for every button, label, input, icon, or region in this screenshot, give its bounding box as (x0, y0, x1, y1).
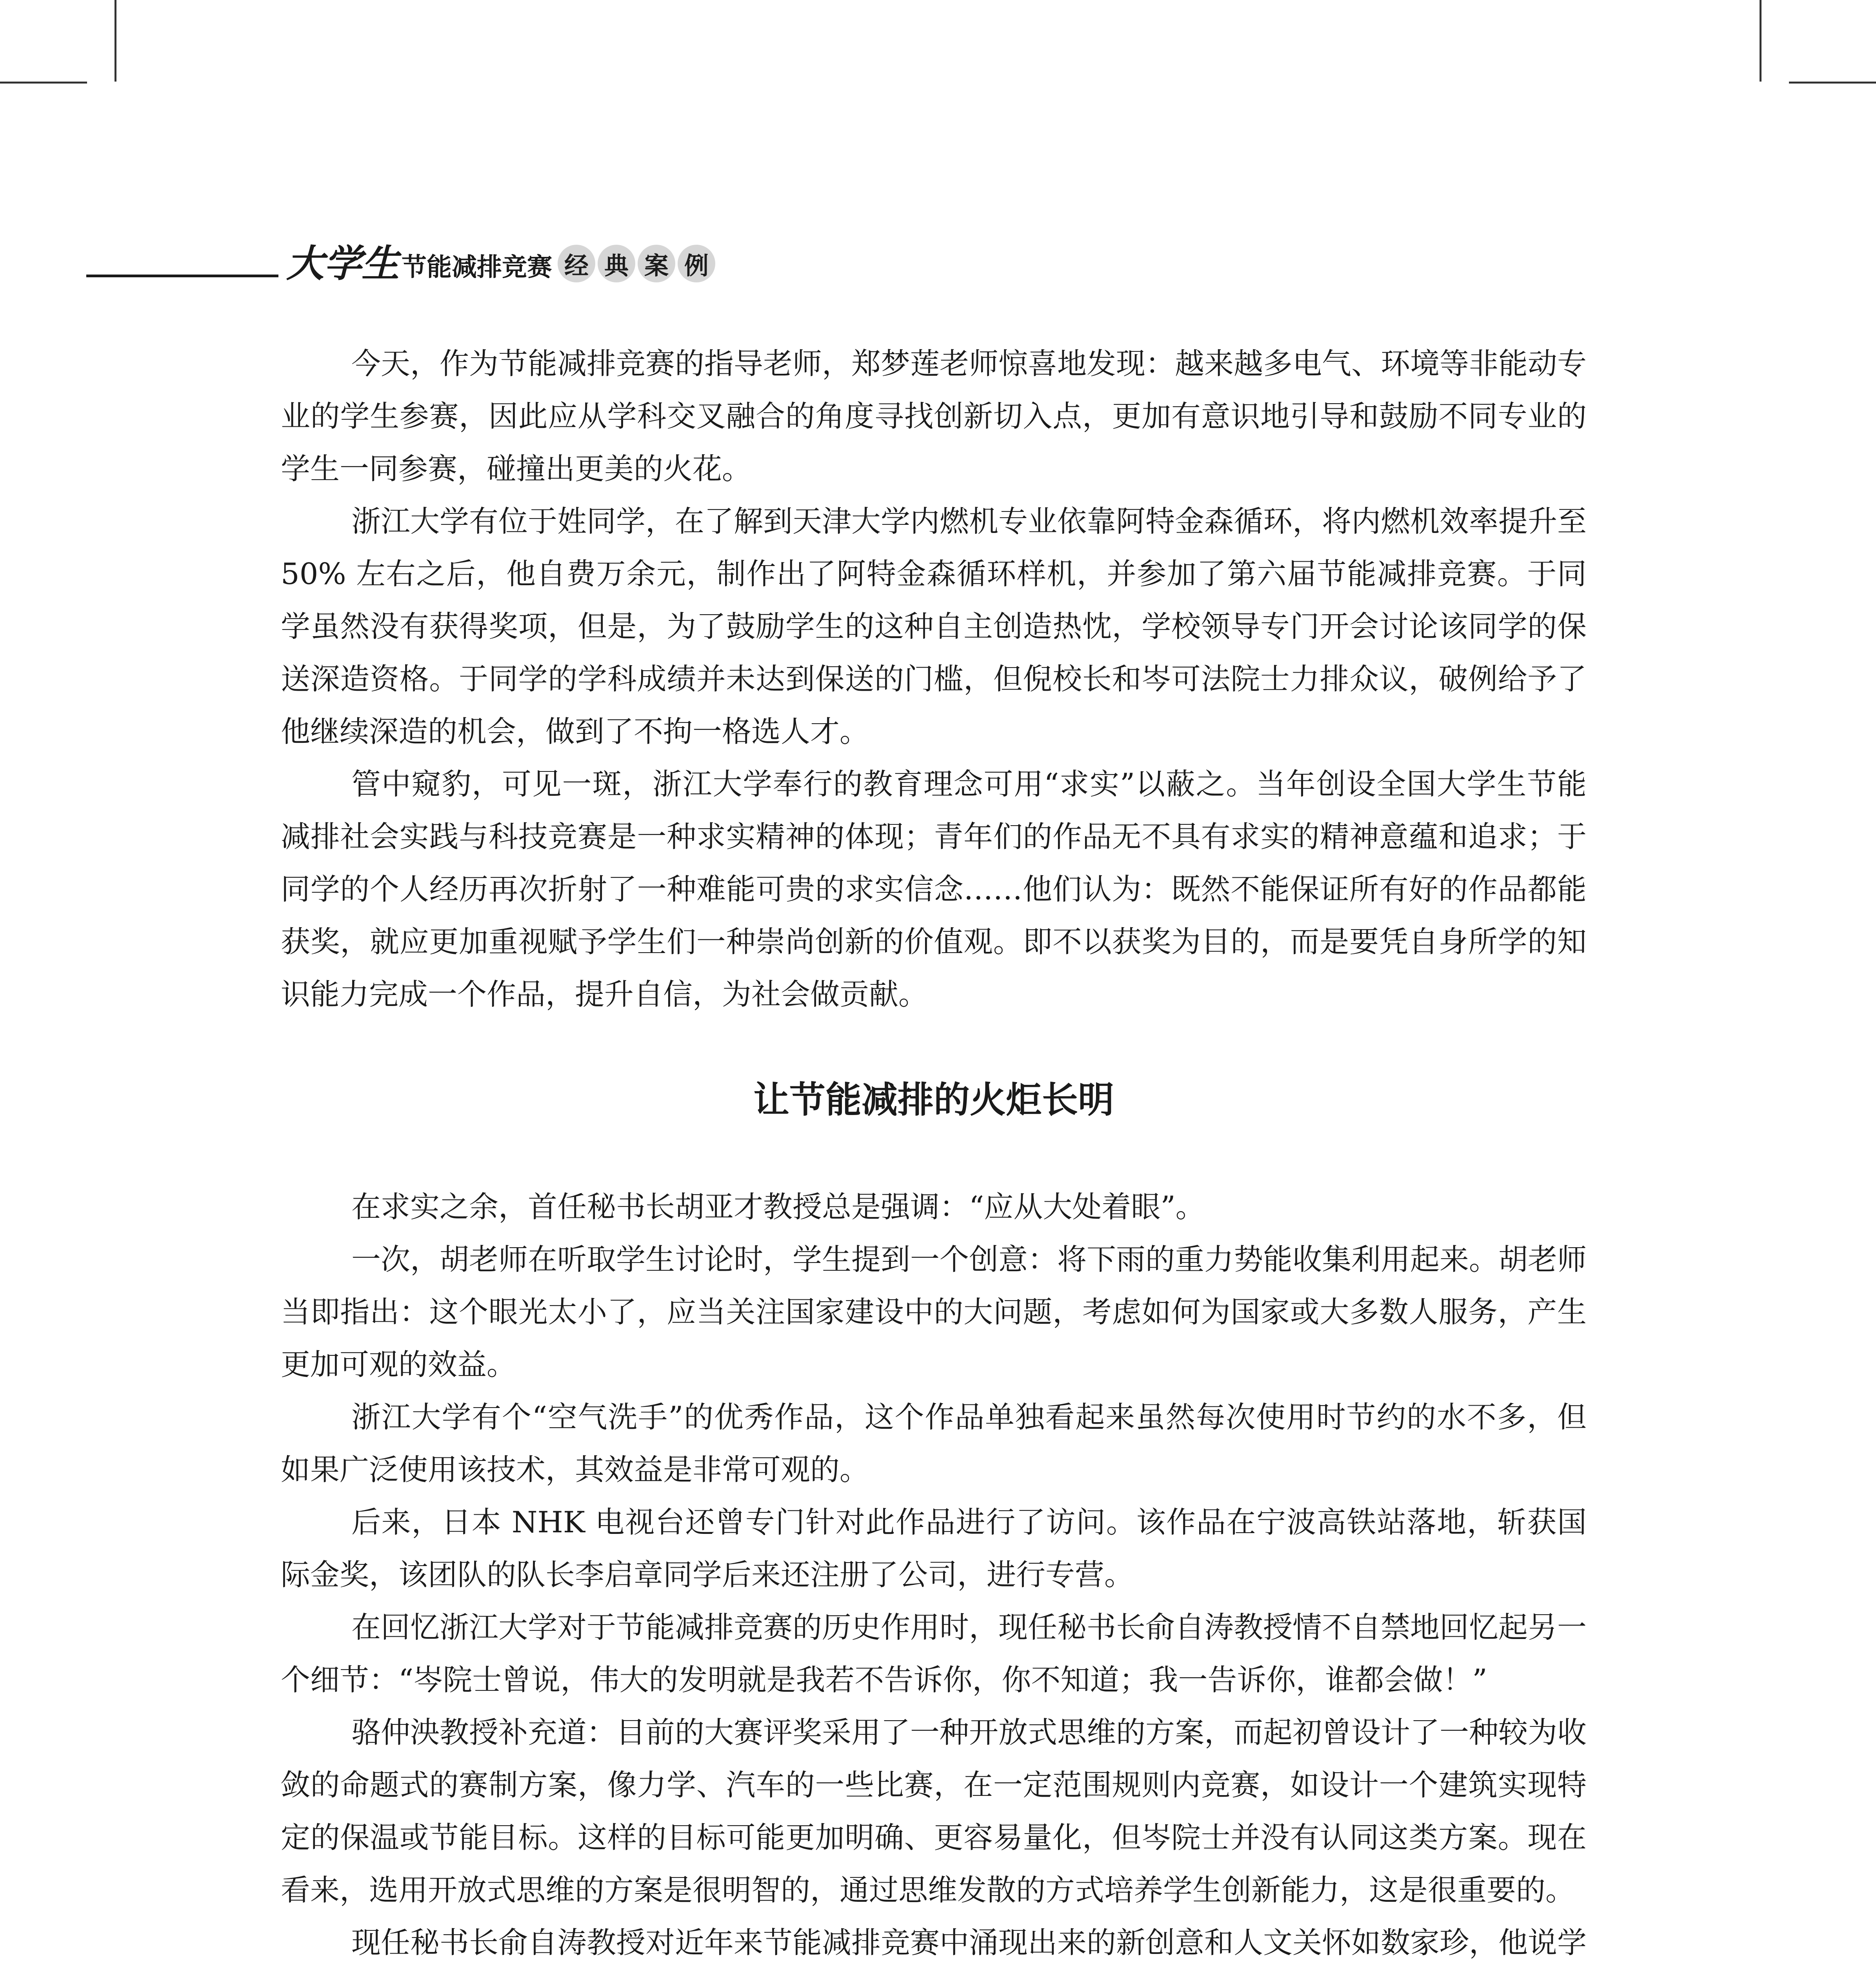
paragraph: 现任秘书长俞自涛教授对近年来节能减排竞赛中涌现出来的新创意和人文关怀如数家珍，他说学 (351, 1925, 1587, 1960)
paragraph: 在求实之余，首任秘书长胡亚才教授总是强调：“应从大处着眼”。 (351, 1190, 1205, 1224)
crop-mark (115, 0, 116, 82)
header-rule (86, 275, 278, 277)
header-char: 典 (598, 245, 635, 282)
header-char: 例 (678, 245, 715, 282)
body-text (281, 337, 1587, 1961)
paragraph: 一次，胡老师在听取学生讨论时，学生提到一个创意：将下雨的重力势能收集利用起来。胡老师当即指出：这个眼光太小了，应当关注国家建设中的大问题，考虑如何为国家或大多数人服务，产生更加可观的效益。 (281, 1242, 1587, 1382)
crop-mark (1789, 82, 1876, 84)
running-header (286, 239, 718, 286)
paragraph: 浙江大学有个“空气洗手”的优秀作品，这个作品单独看起来虽然每次使用时节约的水不多，但如果广泛使用该技术，其效益是非常可观的。 (281, 1400, 1587, 1487)
header-title-chars (558, 245, 718, 282)
header-char: 案 (638, 245, 675, 282)
crop-mark (0, 82, 87, 84)
paragraph: 后来，日本 NHK 电视台还曾专门针对此作品进行了访问。该作品在宁波高铁站落地，斩获国际金奖，该团队的队长李启章同学后来还注册了公司，进行专营。 (281, 1505, 1587, 1592)
section-title: 让节能减排的火炬长明 (753, 1079, 1114, 1121)
paragraph: 骆仲泱教授补充道：目前的大赛评奖采用了一种开放式思维的方案，而起初曾设计了一种较为收敛的命题式的赛制方案，像力学、汽车的一些比赛，在一定范围规则内竞赛，如设计一个建筑实现特定的保温或节能目标。这样的目标可能更加明确、更容易量化，但岑院士并没有认同这类方案。现在看来，选用开放式思维的方案是很明智的，通过思维发散的方式培养学生创新能力，这是很重要的。 (281, 1715, 1587, 1907)
header-char: 经 (558, 245, 595, 282)
header-title-sub: 节能减排竞赛 (402, 253, 552, 282)
paragraph: 管中窥豹，可见一斑，浙江大学奉行的教育理念可用“求实”以蔽之。当年创设全国大学生节能减排社会实践与科技竞赛是一种求实精神的体现；青年们的作品无不具有求实的精神意蕴和追求；于同学的个人经历再次折射了一种难能可贵的求实信念……他们认为：既然不能保证所有好的作品都能获奖，就应更加重视赋予学生们一种崇尚创新的价值观。即不以获奖为目的，而是要凭自身所学的知识能力完成一个作品，提升自信，为社会做贡献。 (281, 767, 1587, 1011)
crop-mark (1760, 0, 1761, 82)
paragraph: 在回忆浙江大学对于节能减排竞赛的历史作用时，现任秘书长俞自涛教授情不自禁地回忆起另一个细节：“岑院士曾说，伟大的发明就是我若不告诉你，你不知道；我一告诉你，谁都会做！” (281, 1610, 1587, 1697)
header-title-main: 大学生 (286, 242, 399, 286)
paragraph: 浙江大学有位于姓同学，在了解到天津大学内燃机专业依靠阿特金森循环，将内燃机效率提升至 50% 左右之后，他自费万余元，制作出了阿特金森循环样机，并参加了第六届节能减排竞赛。于同学虽然没有获得奖项，但是，为了鼓励学生的这种自主创造热忱，学校领导专门开会讨论该同学的保送深造资格。于同学的学科成绩并未达到保送的门槛，但倪校长和岑可法院士力排众议，破例给予了他继续深造的机会，做到了不拘一格选人才。 (281, 504, 1587, 749)
paragraph: 今天，作为节能减排竞赛的指导老师，郑梦莲老师惊喜地发现：越来越多电气、环境等非能动专业的学生参赛，因此应从学科交叉融合的角度寻找创新切入点，更加有意识地引导和鼓励不同专业的学生一同参赛，碰撞出更美的火花。 (281, 346, 1587, 486)
